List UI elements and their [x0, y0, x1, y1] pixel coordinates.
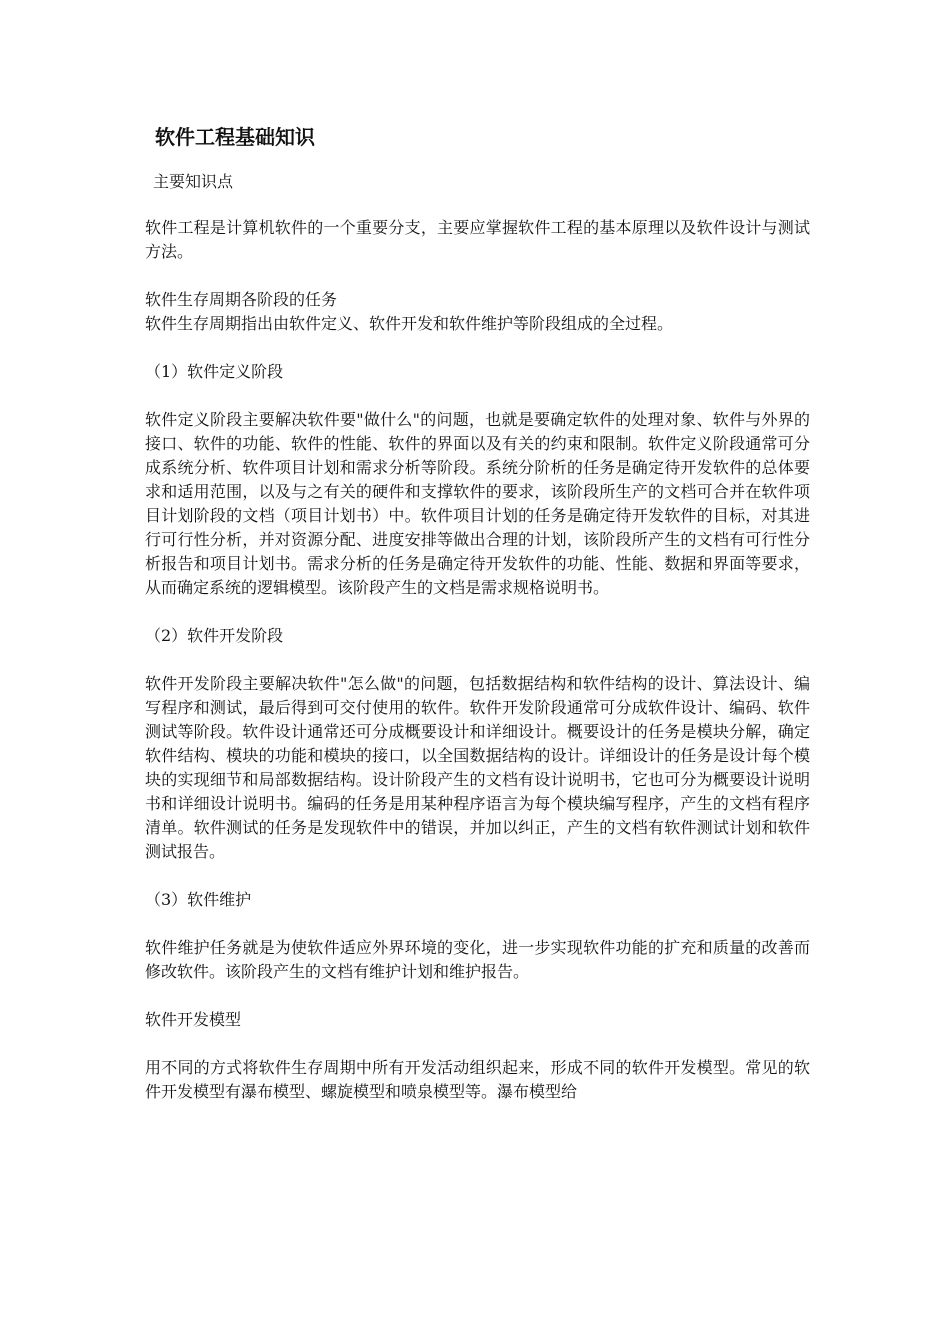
definition-heading: （1）软件定义阶段 — [145, 362, 284, 381]
document-title: 软件工程基础知识 — [155, 125, 315, 149]
lifecycle-paragraph: 软件生存周期指出由软件定义、软件开发和软件维护等阶段组成的全过程。 — [145, 314, 674, 333]
section-subtitle: 主要知识点 — [153, 172, 234, 191]
intro-paragraph: 软件工程是计算机软件的一个重要分支，主要应掌握软件工程的基本原理以及软件设计与测试方法。 — [145, 218, 810, 261]
maintenance-heading: （3）软件维护 — [145, 890, 252, 909]
development-heading: （2）软件开发阶段 — [145, 626, 284, 645]
models-heading: 软件开发模型 — [145, 1010, 242, 1029]
document-body — [145, 120, 810, 1104]
lifecycle-heading: 软件生存周期各阶段的任务 — [145, 290, 338, 309]
maintenance-paragraph: 软件维护任务就是为使软件适应外界环境的变化，进一步实现软件功能的扩充和质量的改善而修改软件。该阶段产生的文档有维护计划和维护报告。 — [145, 938, 810, 981]
development-paragraph: 软件开发阶段主要解决软件"怎么做"的问题，包括数据结构和软件结构的设计、算法设计、编写程序和测试，最后得到可交付使用的软件。软件开发阶段通常可分成软件设计、编码、软件测试等阶段。软件设计通常还可分成概要设计和详细设计。概要设计的任务是模块分解，确定软件结构、模块的功能和模块的接口，以全国数据结构的设计。详细设计的任务是设计每个模块的实现细节和局部数据结构。设计阶段产生的文档有设计说明书，它也可分为概要设计说明书和详细设计说明书。编码的任务是用某种程序语言为每个模块编写程序，产生的文档有程序清单。软件测试的任务是发现软件中的错误，并加以纠正，产生的文档有软件测试计划和软件测试报告。 — [145, 674, 810, 861]
models-paragraph: 用不同的方式将软件生存周期中所有开发活动组织起来，形成不同的软件开发模型。常见的软件开发模型有瀑布模型、螺旋模型和喷泉模型等。瀑布模型给 — [145, 1058, 810, 1101]
definition-paragraph: 软件定义阶段主要解决软件要"做什么"的问题，也就是要确定软件的处理对象、软件与外界的接口、软件的功能、软件的性能、软件的界面以及有关的约束和限制。软件定义阶段通常可分成系统分析、软件项目计划和需求分析等阶段。系统分阶析的任务是确定待开发软件的总体要求和适用范围，以及与之有关的硬件和支撑软件的要求，该阶段所生产的文档可合并在软件项目计划阶段的文档（项目计划书）中。软件项目计划的任务是确定待开发软件的目标，对其进行可行性分析，并对资源分配、进度安排等做出合理的计划，该阶段所产生的文档有可行性分析报告和项目计划书。需求分析的任务是确定待开发软件的功能、性能、数据和界面等要求，从而确定系统的逻辑模型。该阶段产生的文档是需求规格说明书。 — [145, 410, 810, 597]
